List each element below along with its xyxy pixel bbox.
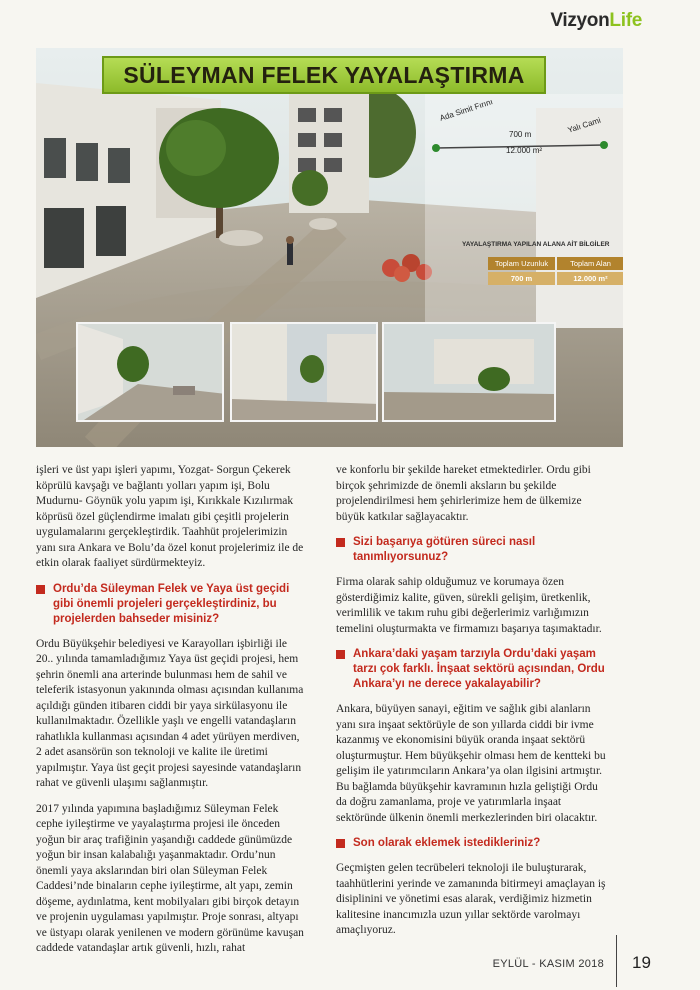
question-heading — [36, 582, 306, 627]
info-table-value-length: 700 m — [488, 272, 555, 285]
question-heading — [336, 836, 606, 851]
page-number: 19 — [632, 953, 651, 972]
route-start-label: Ada Simit Fırını — [438, 97, 494, 123]
paragraph: Geçmişten gelen tecrübeleri teknoloji ile buluşturarak, taahhütlerini yerinde ve zamanında bitirmeyi amaçlayan iş disiplinini ve yönetimi esas alarak, verdiğimiz hizmetin kalitesine inancımızla uzun yıllar sektörde varolmayı amaçlıyoruz. — [336, 862, 606, 936]
thumbnail-1 — [76, 322, 224, 422]
question-marker-icon — [336, 650, 345, 659]
question-text: Ordu’da Süleyman Felek ve Yaya üst geçidi gibi önemli projeleri gerçekleştirdiniz, bu projelerden bahseder misiniz? — [53, 582, 290, 625]
info-table-value-area: 12.000 m² — [557, 272, 623, 285]
paragraph: ve konforlu bir şekilde hareket etmektedirler. Ordu gibi birçok şehrimizde de önemli aksların bu şekilde projelendirilmesi hem şehirlerimize hem de ülkemize büyük katkılar sağlayacaktır. — [336, 464, 591, 523]
paragraph: 2017 yılında yapımına başladığımız Süleyman Felek cephe iyileştirme ve yayalaştırma projesi ile önceden yoğun bir araç trafiğinin yaşandığı caddede günümüzde yoğun bir insan kalabalığı yaşanmaktadır. Ordu’nun önemli yaya akslarından biri olan Süleyman Felek Caddesi’nde binaların cephe iyileştirme, alt yapı, zemin döşeme, aydınlatma, kent mobilyaları gibi birçok detayın ve projenin uygulaması yapılmıştır. Proje sonrası, altyapı ve üstyapı olarak yenilenen ve modern görünüme kavuşan caddede vatandaşlar artık güvenli, hızlı, rahat — [36, 802, 304, 954]
footer-divider — [616, 935, 617, 987]
info-table — [488, 257, 623, 285]
brand-logo — [550, 10, 642, 32]
paragraph: Firma olarak sahip olduğumuz ve korumaya özen gösterdiğimiz kalite, güven, sürekli gelişim, üretkenlik, verimlilik ve takım ruhu gibi değerlerimiz varlığımızın temelini oluşturmakta ve firmamızı başarıya taşımaktadır. — [336, 576, 602, 635]
paragraph: Ankara, büyüyen sanayi, eğitim ve sağlık gibi alanların yanı sıra inşaat sektörüyle de son yıllarda ciddi bir ivme kazanmış ve ekonomisini büyük oranda inşaat sektörü oluşturmuştur. Hem büyükşehir olması hem de kentteki bu gelişim ile yatırımcıların Ankara’ya olan ilgisini artmıştır. Bu bağlamda büyükşehir kavramının hızla geliştiği Ordu da doğru zamanlama, proje ve yatırımlarla inşaat sektöründe ülkenin önemli merkezlerinden biri olacaktır. — [336, 703, 606, 824]
route-end-dot — [600, 141, 608, 149]
thumbnail-2 — [230, 322, 378, 422]
question-marker-icon — [336, 538, 345, 547]
question-text: Ankara’daki yaşam tarzıyla Ordu’daki yaşam tarzı çok farklı. İnşaat sektörü açısından, Ordu Ankara’yı ne derece yakalayabilir? — [353, 648, 605, 690]
article-column-left — [36, 463, 306, 967]
paragraph: Ordu Büyükşehir belediyesi ve Karayolları işbirliği ile 20.. yılında tamamladığımız Yaya üst geçidi projesi, hem şehrin önemli ana arterinde bulunması hem de sahil ve teleferik istasyonun yakınında olması açısından kullanıma açıldığı günden itibaren ciddi bir yaya sirkülasyonu ile kullanılmaktadır. Özellikle yaşlı ve engelli vatandaşların rahatlıkla kullanması açısından 4 adet yürüyen merdiven, 2 adet asansörün son teknoloji ve kalite ile üretimi yapılmıştır. Yaya üst geçit projesi sayesinde vatandaşların rahat ve güvenli ulaşımı sağlanmıştır. — [36, 637, 304, 789]
question-heading — [336, 535, 606, 565]
question-marker-icon — [336, 839, 345, 848]
info-table-title: YAYALAŞTIRMA YAPILAN ALANA AİT BİLGİLER — [462, 241, 610, 248]
question-marker-icon — [36, 585, 45, 594]
question-heading — [336, 647, 606, 692]
info-table-header-area: Toplam Alan — [557, 257, 623, 270]
brand-logo-part2: Life — [609, 10, 642, 31]
info-table-header-length: Toplam Uzunluk — [488, 257, 555, 270]
question-text: Sizi başarıya götüren süreci nasıl tanımlıyorsunuz? — [353, 536, 536, 563]
route-length-label: 700 m — [509, 130, 532, 139]
route-end-label: Yalı Cami — [566, 115, 602, 135]
paragraph: işleri ve üst yapı işleri yapımı, Yozgat- Sorgun Çekerek köprülü kavşağı ve bağlantı yolları yapım işi, Bolu Mudurnu- Göynük yolu yapım işi, Kırıkkale Kızılırmak köprüsü özel güçlendirme imalatı gibi çeşitli projelerin uygulamalarını gerçekleştirdik. Taahhüt projelerimizin yanı sıra Ankara ve Bolu’da özel konut projelerimiz ile de etkin olarak faaliyet sürdürmekteyiz. — [36, 464, 304, 569]
hero-title: SÜLEYMAN FELEK YAYALAŞTIRMA — [123, 61, 525, 88]
issue-label: EYLÜL - KASIM 2018 — [492, 958, 604, 970]
article-column-right — [336, 463, 606, 949]
question-text: Son olarak eklemek istedikleriniz? — [353, 837, 541, 849]
route-start-dot — [432, 144, 440, 152]
thumbnail-3 — [382, 322, 556, 422]
brand-logo-part1: Vizyon — [550, 10, 610, 31]
hero-image — [36, 48, 623, 447]
route-area-label: 12.000 m² — [506, 146, 543, 155]
